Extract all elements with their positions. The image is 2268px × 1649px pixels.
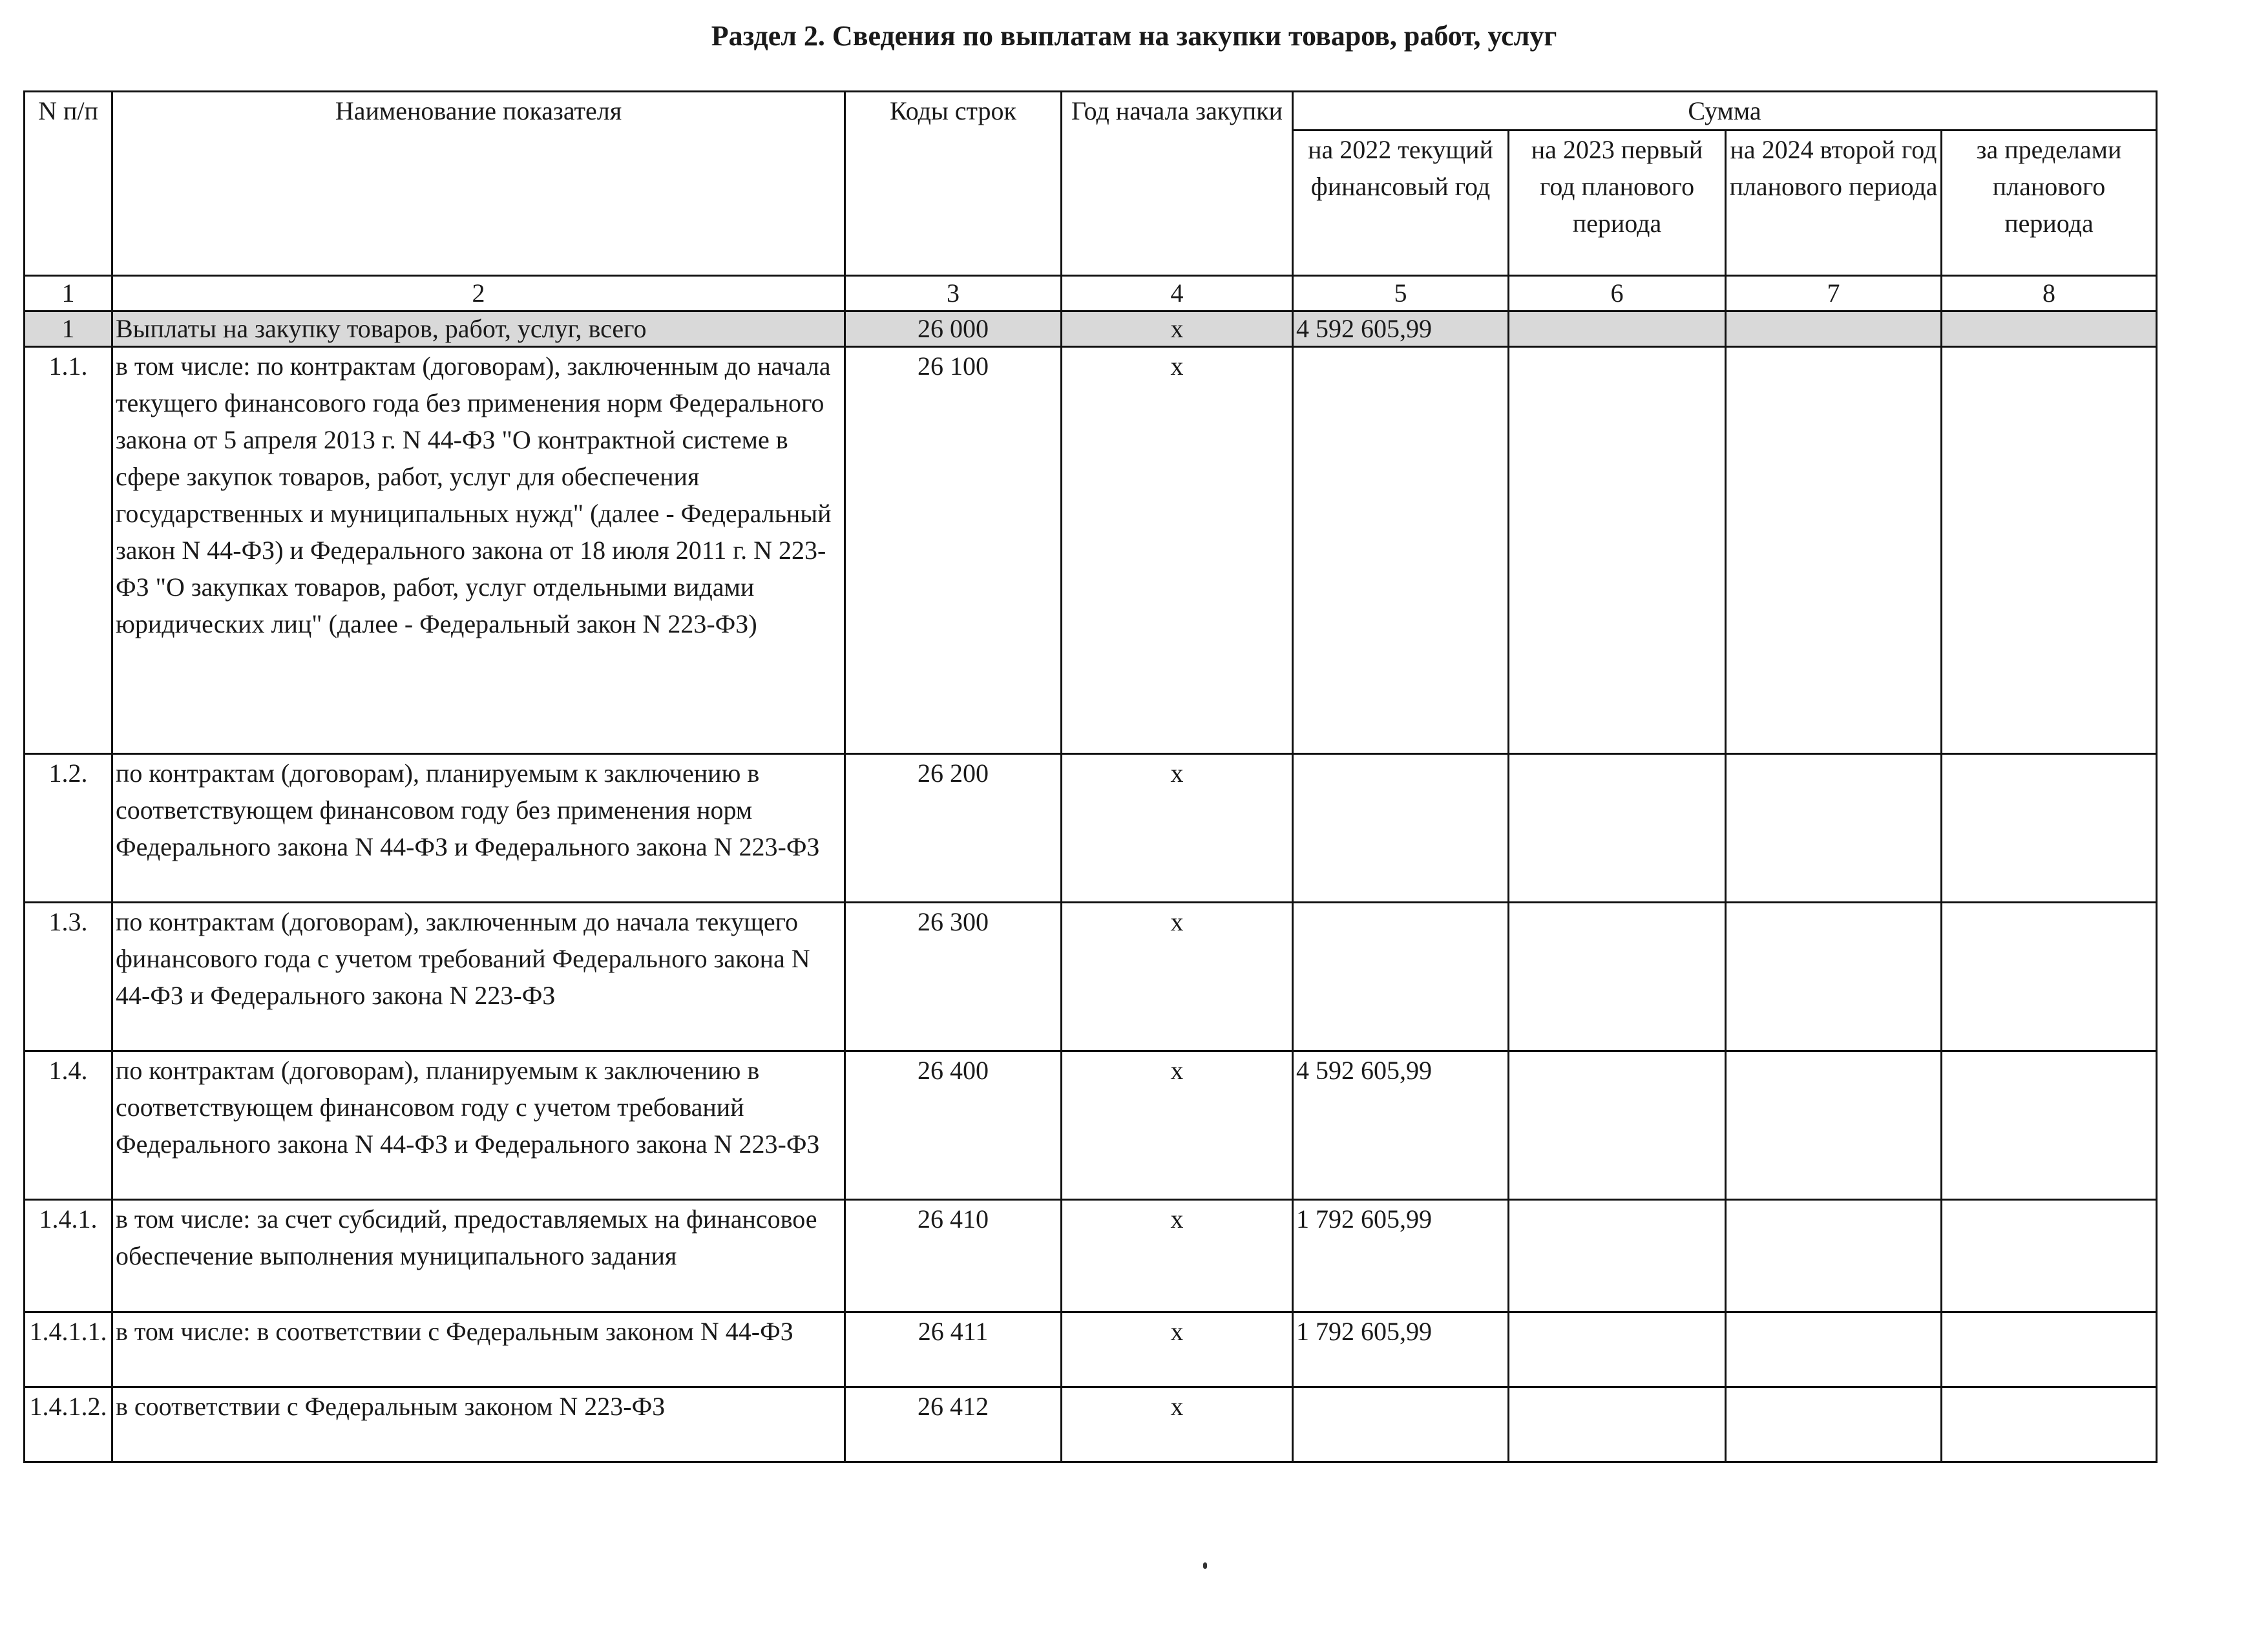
row-code: 26 200 [845,754,1062,903]
row-name: Выплаты на закупку товаров, работ, услуг, всего [112,311,845,347]
row-value-2022 [1293,1387,1509,1462]
header-sum: Сумма [1293,92,2157,131]
row-value-2024 [1726,754,1942,903]
row-value-2024 [1726,903,1942,1051]
row-name: по контрактам (договорам), планируемым к заключению в соответствующем финансовом году с учетом требований Федерального закона N 44-ФЗ и Федерального закона N 223-ФЗ [112,1051,845,1200]
table-row [25,1387,2157,1462]
column-number: 2 [112,276,845,311]
column-number: 8 [1942,276,2157,311]
row-year: x [1062,1051,1293,1200]
table-row [25,754,2157,903]
row-name: в том числе: за счет субсидий, предоставляемых на финансовое обеспечение выполнения муниципального задания [112,1200,845,1312]
row-code: 26 000 [845,311,1062,347]
header-name: Наименование показателя [112,92,845,276]
header-2024: на 2024 второй год планового периода [1726,131,1942,276]
row-year: x [1062,347,1293,754]
row-value-2024 [1726,347,1942,754]
table-row [25,1200,2157,1312]
header-2023: на 2023 первый год планового периода [1509,131,1726,276]
row-value-2022: 1 792 605,99 [1293,1312,1509,1387]
row-value-2023 [1509,311,1726,347]
row-code: 26 400 [845,1051,1062,1200]
row-value-2023 [1509,1200,1726,1312]
row-year: x [1062,1387,1293,1462]
row-num: 1.4.1.2. [25,1387,112,1462]
table-row [25,1312,2157,1387]
row-value-2022 [1293,903,1509,1051]
row-code: 26 412 [845,1387,1062,1462]
row-value-beyond [1942,1051,2157,1200]
row-value-2023 [1509,1387,1726,1462]
row-value-beyond [1942,754,2157,903]
row-name: в том числе: по контрактам (договорам), заключенным до начала текущего финансового года без применения норм Федерального закона от 5 апреля 2013 г. N 44-ФЗ "О контрактной системе в сфере закупок товаров, работ, услуг для обеспечения государственных и муниципальных нужд" (далее - Федеральный закон N 44-ФЗ) и Федерального закона от 18 июля 2011 г. N 223-ФЗ "О закупках товаров, работ, услуг отдельными видами юридических лиц" (далее - Федеральный закон N 223-ФЗ) [112,347,845,754]
header-code: Коды строк [845,92,1062,276]
section-title: Раздел 2. Сведения по выплатам на закупки товаров, работ, услуг [711,20,1557,52]
row-code: 26 411 [845,1312,1062,1387]
column-number: 7 [1726,276,1942,311]
row-code: 26 100 [845,347,1062,754]
row-year: x [1062,311,1293,347]
row-value-2024 [1726,1051,1942,1200]
row-value-2022 [1293,754,1509,903]
row-value-2023 [1509,1051,1726,1200]
row-value-2022: 1 792 605,99 [1293,1200,1509,1312]
row-name: по контрактам (договорам), заключенным до начала текущего финансового года с учетом требований Федерального закона N 44-ФЗ и Федерального закона N 223-ФЗ [112,903,845,1051]
table-row [25,1051,2157,1200]
payments-table [23,90,2158,1463]
row-name: по контрактам (договорам), планируемым к заключению в соответствующем финансовом году без применения норм Федерального закона N 44-ФЗ и Федерального закона N 223-ФЗ [112,754,845,903]
row-code: 26 300 [845,903,1062,1051]
scan-speck [1203,1562,1207,1569]
column-number: 1 [25,276,112,311]
header-2022: на 2022 текущий финансовый год [1293,131,1509,276]
row-value-beyond [1942,1200,2157,1312]
row-num: 1.4.1.1. [25,1312,112,1387]
row-num: 1 [25,311,112,347]
row-year: x [1062,754,1293,903]
row-value-beyond [1942,903,2157,1051]
header-year-start: Год начала закупки [1062,92,1293,276]
row-value-2023 [1509,1312,1726,1387]
row-value-2023 [1509,903,1726,1051]
row-value-beyond [1942,347,2157,754]
row-value-2023 [1509,754,1726,903]
header-num: N п/п [25,92,112,276]
row-value-beyond [1942,311,2157,347]
row-num: 1.2. [25,754,112,903]
column-number: 3 [845,276,1062,311]
row-code: 26 410 [845,1200,1062,1312]
row-value-2023 [1509,347,1726,754]
header-beyond: за пределами планового периода [1942,131,2157,276]
column-number: 5 [1293,276,1509,311]
row-name: в соответствии с Федеральным законом N 223-ФЗ [112,1387,845,1462]
table-row [25,903,2157,1051]
row-num: 1.4. [25,1051,112,1200]
row-value-2024 [1726,311,1942,347]
row-num: 1.1. [25,347,112,754]
row-value-2022: 4 592 605,99 [1293,311,1509,347]
row-num: 1.4.1. [25,1200,112,1312]
row-year: x [1062,903,1293,1051]
row-name: в том числе: в соответствии с Федеральным законом N 44-ФЗ [112,1312,845,1387]
table-row-total [25,311,2157,347]
row-value-2024 [1726,1387,1942,1462]
row-value-beyond [1942,1312,2157,1387]
row-value-2024 [1726,1200,1942,1312]
row-num: 1.3. [25,903,112,1051]
column-number: 4 [1062,276,1293,311]
row-year: x [1062,1312,1293,1387]
row-year: x [1062,1200,1293,1312]
column-number-row [25,276,2157,311]
row-value-2022 [1293,347,1509,754]
row-value-2024 [1726,1312,1942,1387]
row-value-beyond [1942,1387,2157,1462]
table-row [25,347,2157,754]
column-number: 6 [1509,276,1726,311]
row-value-2022: 4 592 605,99 [1293,1051,1509,1200]
